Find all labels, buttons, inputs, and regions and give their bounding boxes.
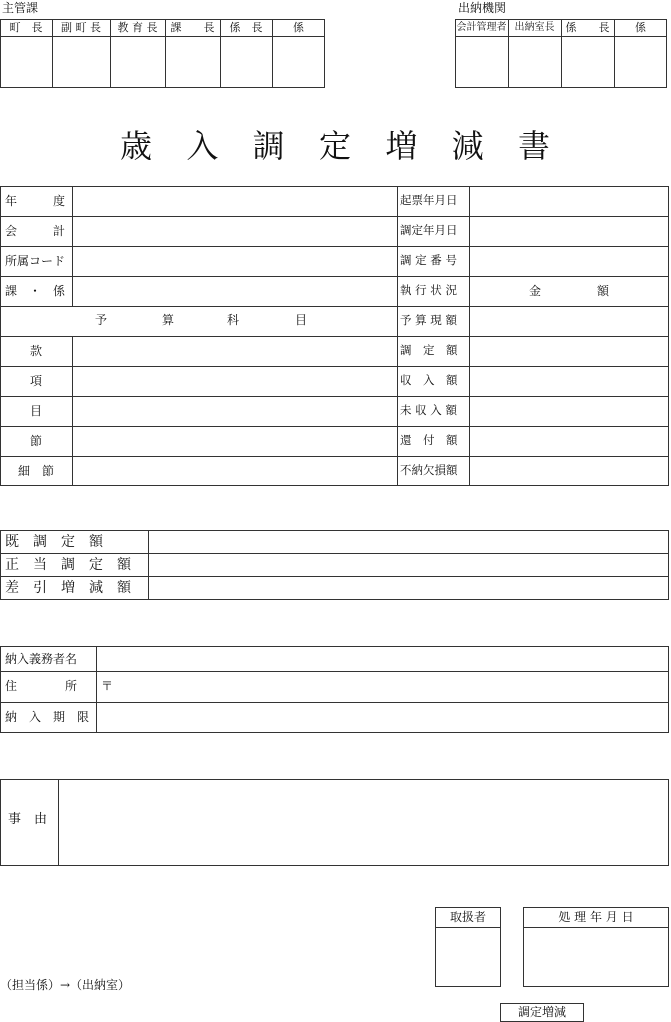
label-reason: 事 由 — [8, 812, 48, 827]
label-dept-code: 所属コード — [5, 254, 66, 268]
title-char: 書 — [517, 127, 550, 165]
label-budget-current: 予 算 現 額 — [400, 313, 457, 327]
label-fiscal-year: 年 度 — [5, 194, 66, 208]
route-note: （担当係）→（出納室） — [0, 978, 131, 992]
label-determination-date: 調定年月日 — [400, 223, 458, 237]
label-draft-date: 起票年月日 — [400, 193, 458, 207]
title-char: 入 — [186, 127, 219, 165]
approval-cell-r-subsection-chief: 係 長 — [565, 21, 610, 34]
label-saisetsu: 細 節 — [17, 464, 54, 478]
budget-subject-header: 予 算 科 目 — [95, 313, 308, 327]
label-net-change: 差 引 増 減 額 — [5, 580, 131, 596]
label-section: 課 ・ 係 — [5, 284, 66, 298]
approval-left-label: 主管課 — [2, 1, 39, 15]
label-existing-determined: 既 調 定 額 — [5, 534, 103, 550]
approval-cell-subsection-chief: 係 長 — [229, 21, 263, 34]
page-title — [120, 121, 550, 165]
stamp-label: 調定増減 — [517, 1005, 566, 1019]
title-char: 定 — [318, 127, 351, 165]
label-determination-number: 調 定 番 号 — [400, 253, 457, 267]
label-determined-amount: 調 定 額 — [400, 343, 458, 357]
label-refund-amount: 還 付 額 — [400, 433, 458, 447]
label-moku: 目 — [29, 404, 42, 418]
postal-mark: 〒 — [101, 679, 114, 693]
reason-box — [0, 779, 669, 866]
approval-cell-section-chief: 課 長 — [170, 21, 215, 34]
label-execution-status: 執 行 状 況 — [400, 283, 457, 297]
label-proper-determined: 正 当 調 定 額 — [5, 557, 131, 573]
label-payer-name: 納入義務者名 — [5, 652, 78, 666]
title-char: 歳 — [120, 127, 153, 165]
approval-cell-deputy: 副 町 長 — [61, 21, 101, 34]
approval-cell-education: 教 育 長 — [117, 21, 158, 34]
label-kou: 項 — [29, 374, 42, 388]
title-char: 増 — [385, 127, 418, 165]
approval-cell-staff: 係 — [293, 21, 304, 34]
approval-cell-r-staff: 係 — [635, 21, 646, 34]
label-process-date: 処 理 年 月 日 — [558, 910, 634, 924]
label-handler: 取扱者 — [449, 910, 486, 924]
label-received-amount: 収 入 額 — [400, 373, 458, 387]
label-address: 住 所 — [5, 679, 78, 693]
title-char: 調 — [252, 127, 285, 165]
amount-header: 金 額 — [529, 284, 610, 298]
label-setsu: 節 — [29, 434, 42, 448]
label-account: 会 計 — [5, 224, 66, 238]
title-char: 減 — [451, 127, 484, 165]
label-kan: 款 — [29, 344, 42, 358]
approval-cell-treasury-chief: 出納室長 — [514, 22, 555, 33]
approval-right-label: 出納機関 — [458, 1, 507, 15]
label-deficit-writeoff: 不納欠損額 — [400, 463, 458, 477]
approval-cell-accounting-manager: 会計管理者 — [456, 22, 507, 33]
approval-cell-chief-town: 町 長 — [9, 21, 43, 34]
label-payment-deadline: 納 入 期 限 — [5, 710, 90, 724]
label-uncollected-amount: 未 収 入 額 — [400, 403, 457, 417]
